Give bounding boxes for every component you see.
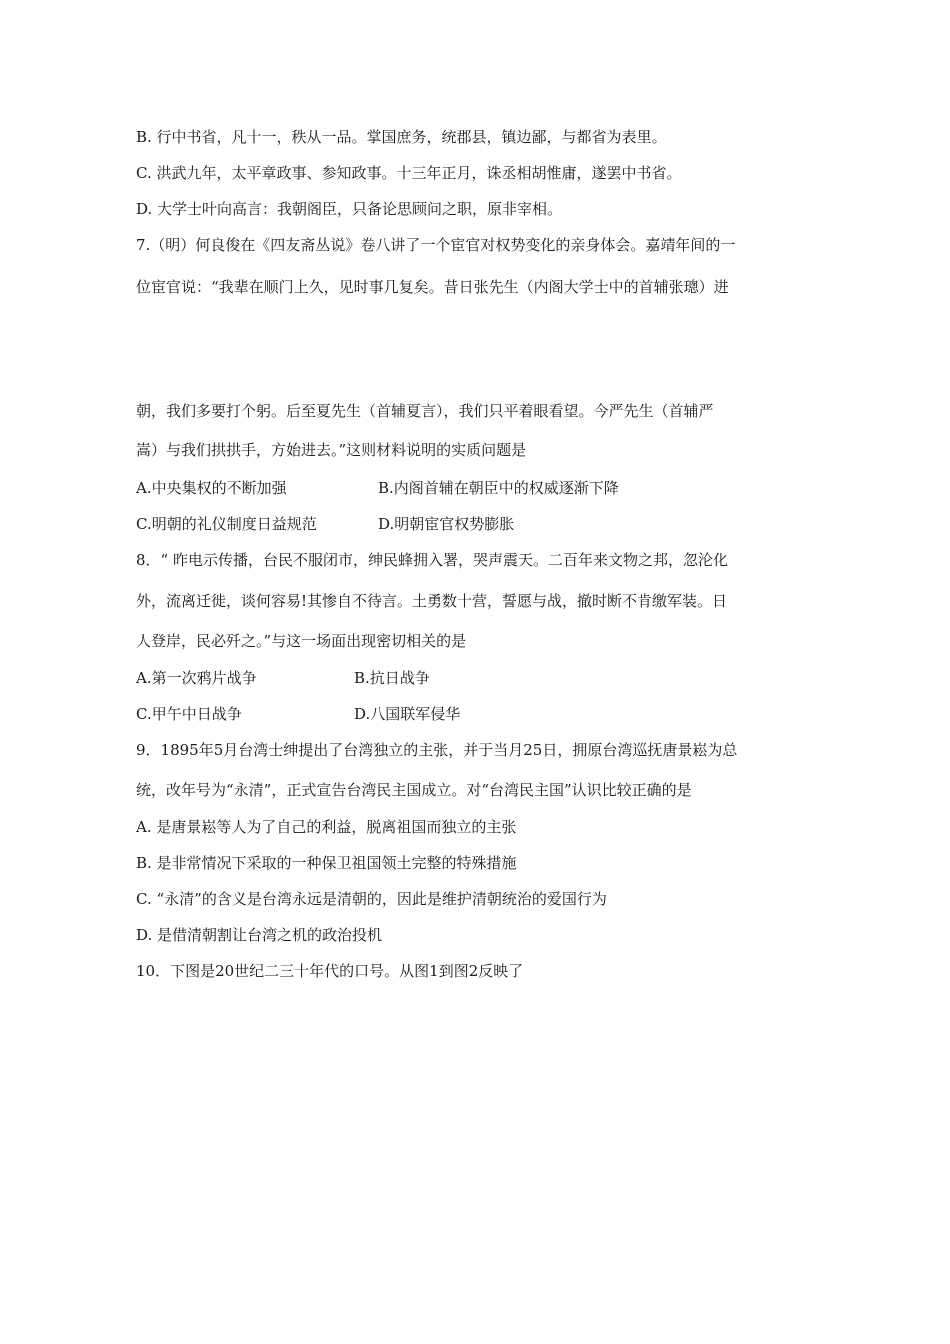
q8-option-c: C.甲午中日战争	[136, 705, 242, 723]
q7-option-a: A.中央集权的不断加强	[136, 479, 287, 497]
q7-stem-line-1: 7.（明）何良俊在《四友斋丛说》卷八讲了一个宦官对权势变化的亲身体会。嘉靖年间的一	[136, 236, 736, 254]
q7-stem-line-4: 嵩）与我们拱拱手，方始进去。”这则材料说明的实质问题是	[136, 441, 527, 459]
q9-option-d: D. 是借清朝割让台湾之机的政治投机	[136, 926, 383, 944]
q6-option-c: C. 洪武九年，太平章政事、参知政事。十三年正月，诛丞相胡惟庸，遂罢中书省。	[136, 164, 682, 182]
q9-stem-line-2: 统，改年号为“永清”，正式宣告台湾民主国成立。对“台湾民主国”认识比较正确的是	[136, 781, 692, 799]
q8-stem-line-2: 外，流离迁徙，谈何容易!其惨自不待言。土勇数十营，誓愿与战，撤时断不肯缴军装。日	[136, 592, 728, 610]
q9-option-b: B. 是非常情况下采取的一种保卫祖国领土完整的特殊措施	[136, 854, 517, 872]
q7-stem-line-2: 位宦官说：“我辈在顺门上久，见时事几复矣。昔日张先生（内阁大学士中的首辅张璁）进	[136, 278, 729, 296]
q8-stem-line-1: 8．“ 昨电示传播，台民不服闭市，绅民蜂拥入署，哭声震天。二百年来文物之邦，忽沦化	[136, 551, 728, 569]
q8-option-a: A.第一次鸦片战争	[136, 669, 257, 687]
q8-option-d: D.八国联军侵华	[354, 705, 461, 723]
q7-option-d: D.明朝宦官权势膨胀	[378, 515, 515, 533]
q7-option-c: C.明朝的礼仪制度日益规范	[136, 515, 317, 533]
q6-option-d: D. 大学士叶向高言：我朝阁臣，只备论思顾问之职，原非宰相。	[136, 200, 563, 218]
q6-option-b: B. 行中书省，凡十一，秩从一品。掌国庶务，统郡县，镇边鄙，与都省为表里。	[136, 128, 667, 146]
q7-stem-line-3: 朝，我们多要打个躬。后至夏先生（首辅夏言），我们只平着眼看望。今严先生（首辅严	[136, 402, 714, 420]
q9-stem-line-1: 9．1895年5月台湾士绅提出了台湾独立的主张，并于当月25日，拥原台湾巡抚唐景崧为总	[136, 741, 738, 759]
q9-option-a: A. 是唐景崧等人为了自己的利益，脱离祖国而独立的主张	[136, 818, 517, 836]
q8-option-b: B.抗日战争	[354, 669, 430, 687]
q8-stem-line-3: 人登岸，民必歼之。”与这一场面出现密切相关的是	[136, 632, 467, 650]
q10-stem-line-1: 10．下图是20世纪二三十年代的口号。从图1到图2反映了	[136, 962, 524, 980]
q9-option-c: C. “永清”的含义是台湾永远是清朝的，因此是维护清朝统治的爱国行为	[136, 890, 607, 908]
q7-option-b: B.内阁首辅在朝臣中的权威逐渐下降	[378, 479, 619, 497]
